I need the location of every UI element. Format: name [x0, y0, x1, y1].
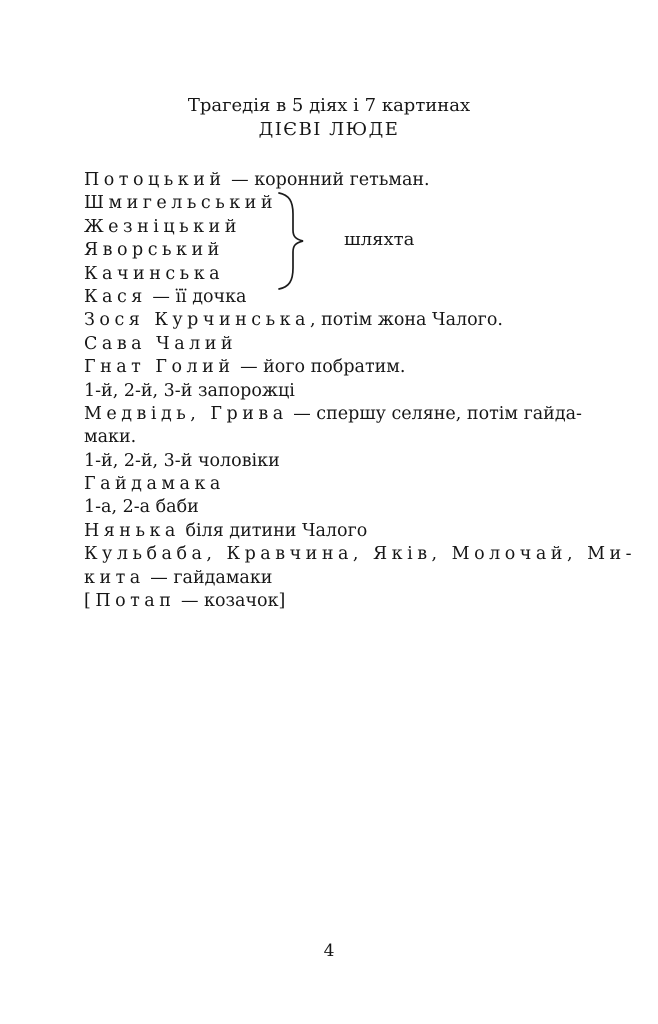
- character-name: Жезніцький: [84, 216, 241, 237]
- character-name: Гнат Голий: [84, 357, 235, 378]
- cast-line: [84, 169, 624, 192]
- group-label: шляхта: [344, 229, 415, 251]
- cast-heading: ДІЄВІ ЛЮДЕ: [258, 119, 400, 140]
- cast-line: [84, 473, 624, 496]
- cast-line: [84, 496, 624, 519]
- character-name: Шмигельський: [84, 193, 278, 214]
- cast-line: [84, 380, 624, 403]
- character-name: Гайдамака: [84, 474, 225, 495]
- cast-line: [84, 309, 624, 332]
- character-description: — гайдамаки: [144, 567, 273, 588]
- character-description: — козачок]: [175, 591, 286, 612]
- character-name: Яворський: [84, 240, 224, 261]
- character-name: [Потап: [84, 591, 176, 612]
- cast-line: [84, 590, 624, 613]
- character-name: Медвідь, Грива: [84, 403, 288, 424]
- cast-line: [84, 450, 624, 473]
- character-description: 1-й, 2-й, 3-й чоловіки: [84, 450, 280, 471]
- cast-line: [84, 543, 637, 566]
- title-block: [0, 94, 658, 142]
- character-description: , потім жона Чалого.: [309, 310, 503, 331]
- character-name: Потоцький: [84, 170, 226, 190]
- character-description: маки.: [84, 427, 137, 448]
- cast-line: [84, 333, 624, 356]
- character-name: Кульбаба, Кравчина, Яків, Молочай, Ми-: [84, 544, 637, 565]
- character-description: — спершу селяне, потім гайда-: [287, 403, 582, 424]
- play-subtitle: Трагедія в 5 діях і 7 картинах: [187, 95, 471, 116]
- character-name: Качинська: [84, 263, 225, 284]
- character-description: 1-а, 2-а баби: [84, 497, 199, 518]
- szlachta-group: [84, 192, 624, 286]
- character-name: Сава Чалий: [84, 333, 238, 354]
- cast-line: [84, 263, 624, 286]
- character-description: 1-й, 2-й, 3-й запорожці: [84, 380, 295, 401]
- group-brace-icon: [276, 191, 306, 291]
- cast-line: [84, 356, 624, 379]
- character-name: кита: [84, 567, 145, 588]
- cast-line: [84, 567, 624, 590]
- cast-line: [84, 426, 624, 449]
- character-description: біля дитини Чалого: [179, 520, 368, 541]
- character-description: — її дочка: [146, 286, 247, 307]
- character-name: Кася: [84, 286, 147, 307]
- cast-line: [84, 520, 624, 543]
- cast-line: [84, 286, 624, 309]
- page-number: 4: [323, 941, 335, 961]
- cast-list: [84, 169, 637, 613]
- cast-line: [84, 192, 624, 215]
- character-name: Зося Курчинська: [84, 310, 310, 331]
- character-description: — коронний гетьман.: [225, 170, 430, 190]
- character-name: Нянька: [84, 520, 180, 541]
- cast-line: [84, 403, 624, 426]
- character-description: — його побратим.: [234, 357, 406, 378]
